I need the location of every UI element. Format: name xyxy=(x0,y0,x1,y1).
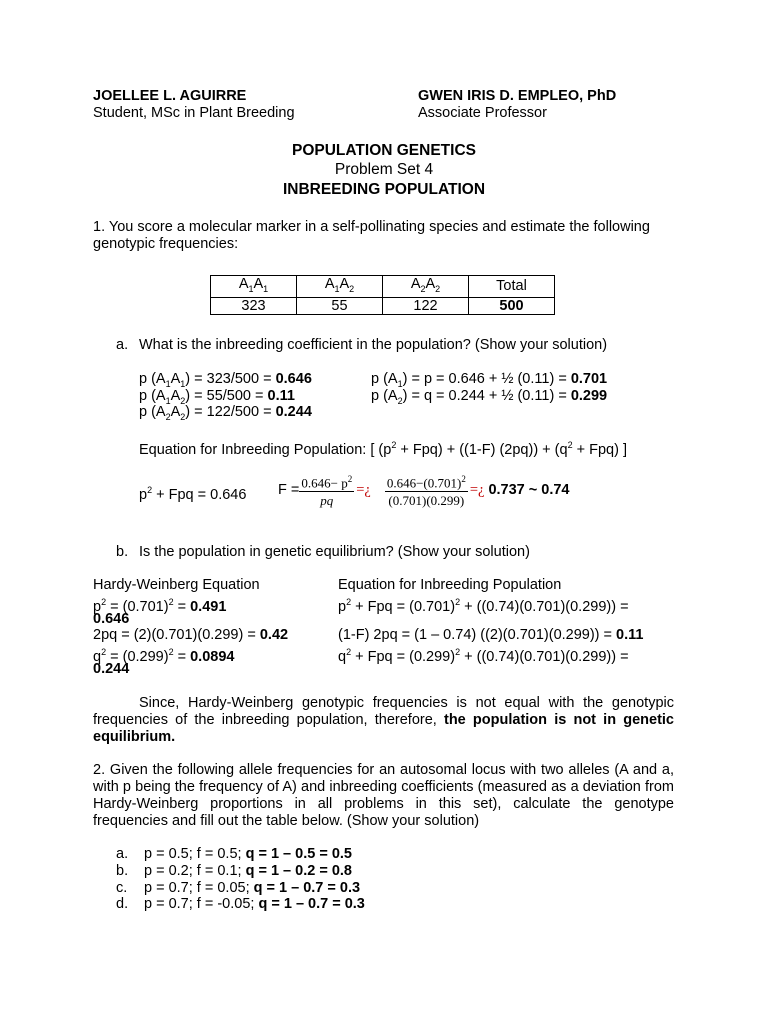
table-header-cell: $A_2A_2$ xyxy=(383,276,469,298)
q2-prompt: 2. Given the following allele frequencies for an autosomal locus with two alleles (A and a, with p being the frequency of A) and inbreeding coefficients (measured as a deviation from Hardy-Weinberg proportions in all problems in this set), calculate the genotype frequencies and fill out the table below. (Show your solution) xyxy=(93,762,674,829)
ib-2pq: (1-F) 2pq = (1 – 0.74) ((2)(0.701)(0.299)) = 0.11 xyxy=(338,627,644,643)
professor-title: Associate Professor xyxy=(418,105,547,121)
fraction-1: $\frac{0.646- p^2}{pq}$ xyxy=(301,473,353,509)
equals-symbol: =¿ xyxy=(356,481,371,498)
q2-item-b: b. p = 0.2; f = 0.1; q = 1 – 0.2 = 0.8 xyxy=(116,863,352,879)
student-title: Student, MSc in Plant Breeding xyxy=(93,105,295,121)
f-formula xyxy=(278,468,570,512)
q1a-marker: a. xyxy=(116,337,129,353)
table-cell: 323 xyxy=(211,297,297,314)
title-topic: INBREEDING POPULATION xyxy=(282,181,486,198)
freq-a1a2: p $(A_1A_2) = 55/500 = 0.11$ xyxy=(139,388,295,406)
freq-q-a2: p $(A_2) = q = 0.244$ + ½ (0.11) = 0.299 xyxy=(371,388,608,406)
f-result: 0.737 ~ 0.74 xyxy=(488,481,570,498)
table-header-cell: Total xyxy=(469,276,555,298)
table-row xyxy=(211,297,555,314)
ib-p2-value: 0.646 xyxy=(93,611,130,627)
hw-2pq: 2pq = (2)(0.701)(0.299) = 0.42 xyxy=(93,627,289,643)
freq-a2a2: p $(A_2A_2) = 122/500 = 0.244$ xyxy=(139,404,312,422)
hw-p2: $p^2 = (0.701)^2 = 0.491$ xyxy=(93,597,227,615)
q2-item-a: a. p = 0.5; f = 0.5; q = 1 – 0.5 = 0.5 xyxy=(116,846,352,862)
freq-a1a1: p $(A_1A_1) = 323/500 = 0.646$ xyxy=(139,371,312,389)
table-cell: 55 xyxy=(297,297,383,314)
hw-heading: Hardy-Weinberg Equation xyxy=(93,577,260,593)
q2-item-d: d. p = 0.7; f = -0.05; q = 1 – 0.7 = 0.3 xyxy=(116,896,365,912)
fraction-2: $\frac{0.646-(0.701)^2}{(0.701)(0.299)}$ xyxy=(386,473,466,509)
title-sub: Problem Set 4 xyxy=(334,161,434,178)
table-header-cell: $A_1A_2$ xyxy=(297,276,383,298)
freq-p-a1: p $(A_1) = p = 0.646$ + ½ (0.11) = 0.701 xyxy=(371,371,608,389)
genotype-table xyxy=(210,275,555,315)
title-main: POPULATION GENETICS xyxy=(291,142,476,159)
q1b-question: Is the population in genetic equilibrium? (Show your solution) xyxy=(139,544,530,560)
table-header-row xyxy=(211,276,555,298)
table-header-cell: $A_1A_1$ xyxy=(211,276,297,298)
ib-p2: $p^2$ + Fpq = $(0.701)^2 + ((0.74)(0.701)(0.299))$ = xyxy=(338,597,629,615)
lhs-equation: $p^2$ + Fpq = 0.646 xyxy=(139,485,247,503)
q1-prompt: 1. You score a molecular marker in a self-pollinating species and estimate the following genotypic frequencies: xyxy=(93,219,650,252)
equals-symbol: =¿ xyxy=(469,481,485,498)
q1a-question: What is the inbreeding coefficient in the population? (Show your solution) xyxy=(139,337,608,353)
table-cell-total: 500 xyxy=(469,297,555,314)
professor-name: GWEN IRIS D. EMPLEO, PhD xyxy=(418,88,617,104)
conclusion-paragraph: Since, Hardy-Weinberg genotypic frequencies is not equal with the genotypic frequencies of the inbreeding population, therefore, the population is not in genetic equilibrium. xyxy=(93,695,674,745)
hw-q2: $q^2 = (0.299)^2 = 0.0894$ xyxy=(93,647,235,665)
f-label: F = xyxy=(278,481,300,498)
ib-q2: $q^2$ + Fpq = $(0.299)^2 + ((0.74)(0.701)(0.299))$ = xyxy=(338,647,629,665)
q1b-marker: b. xyxy=(116,544,129,560)
q2-item-c: c. p = 0.7; f = 0.05; q = 1 – 0.7 = 0.3 xyxy=(116,880,361,896)
ib-heading: Equation for Inbreeding Population xyxy=(338,577,562,593)
student-name: JOELLEE L. AGUIRRE xyxy=(93,88,247,104)
table-cell: 122 xyxy=(383,297,469,314)
ib-q2-value: 0.244 xyxy=(93,661,130,677)
inbreeding-equation: Equation for Inbreeding Population: [ $(p^2 + Fpq) + ((1-F) (2pq)) + (q^2 + Fpq)$ ] xyxy=(139,440,627,458)
